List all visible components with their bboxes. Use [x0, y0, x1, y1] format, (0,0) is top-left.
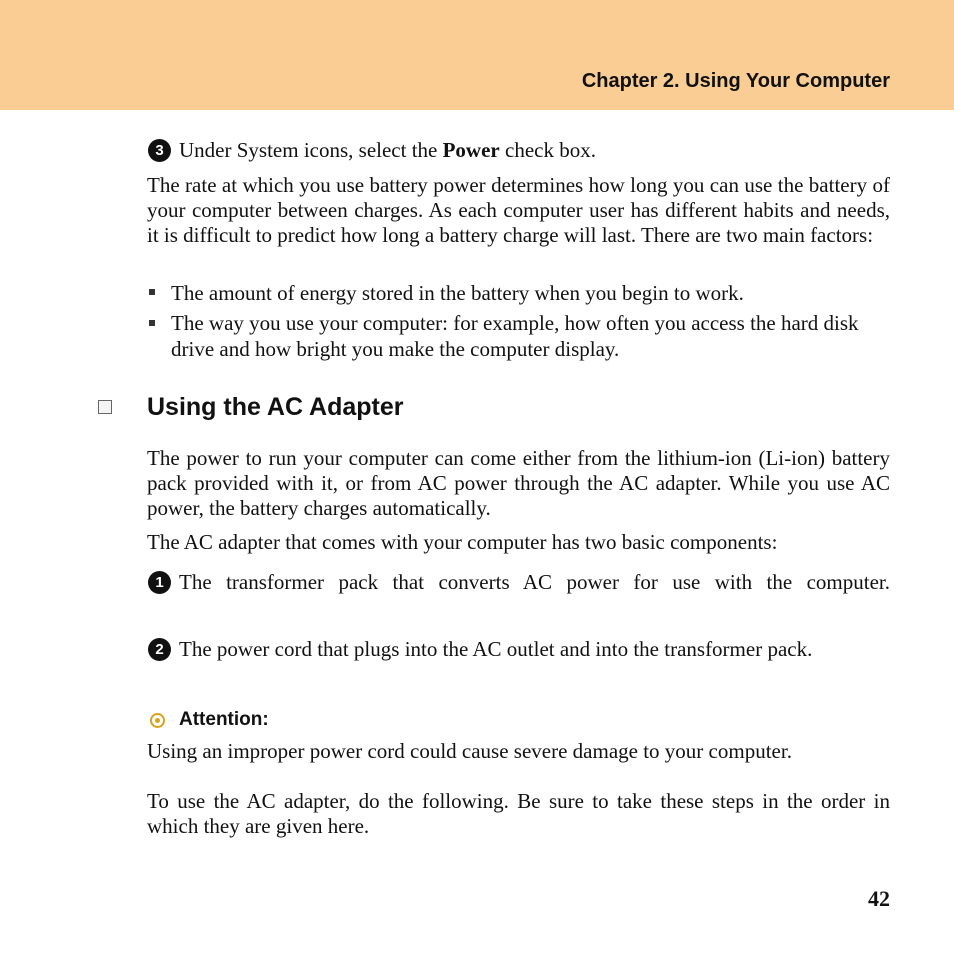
power-label: Power — [442, 138, 500, 162]
section-marker-icon — [98, 400, 112, 414]
step-3-suffix: check box. — [499, 138, 596, 162]
ac-power-paragraph: The power to run your computer can come either from the lithium-ion (Li-ion) battery pack provided with it, or from AC power through the AC adapter. While you use AC power, the battery charges automatically. — [147, 446, 890, 520]
closing-paragraph: To use the AC adapter, do the following. Be sure to take these steps in the order in which they are given here. — [147, 789, 890, 838]
bullet-marker — [149, 320, 155, 326]
components-intro: The AC adapter that comes with your computer has two basic components: — [147, 530, 778, 554]
component-number-badge: 1 — [148, 571, 171, 594]
bullet-item: The amount of energy stored in the battery when you begin to work. — [171, 281, 744, 305]
attention-label: Attention: — [179, 709, 269, 730]
section-title: Using the AC Adapter — [147, 393, 404, 421]
bullet-item: The way you use your computer: for example, how often you access the hard disk drive and how bright you make the computer display. — [171, 311, 859, 361]
chapter-title: Chapter 2. Using Your Computer — [581, 70, 890, 92]
attention-icon — [150, 713, 165, 728]
step-number-badge: 3 — [148, 139, 171, 162]
component-text: The transformer pack that converts AC power for use with the computer. — [179, 570, 890, 594]
component-number-badge: 2 — [148, 638, 171, 661]
component-item — [179, 567, 890, 597]
page-number: 42 — [868, 886, 890, 911]
attention-text: Using an improper power cord could cause severe damage to your computer. — [147, 739, 792, 763]
step-3-prefix: Under System icons, select the — [179, 138, 443, 162]
header-band — [0, 0, 954, 110]
battery-paragraph: The rate at which you use battery power determines how long you can use the battery of your computer between charges. As each computer user has different habits and needs, it is difficult to predict how long a battery charge will last. There are two main factors: — [147, 173, 890, 247]
bullet-marker — [149, 289, 155, 295]
component-text: The power cord that plugs into the AC outlet and into the transformer pack. — [179, 637, 813, 661]
step-3-text — [179, 135, 890, 165]
